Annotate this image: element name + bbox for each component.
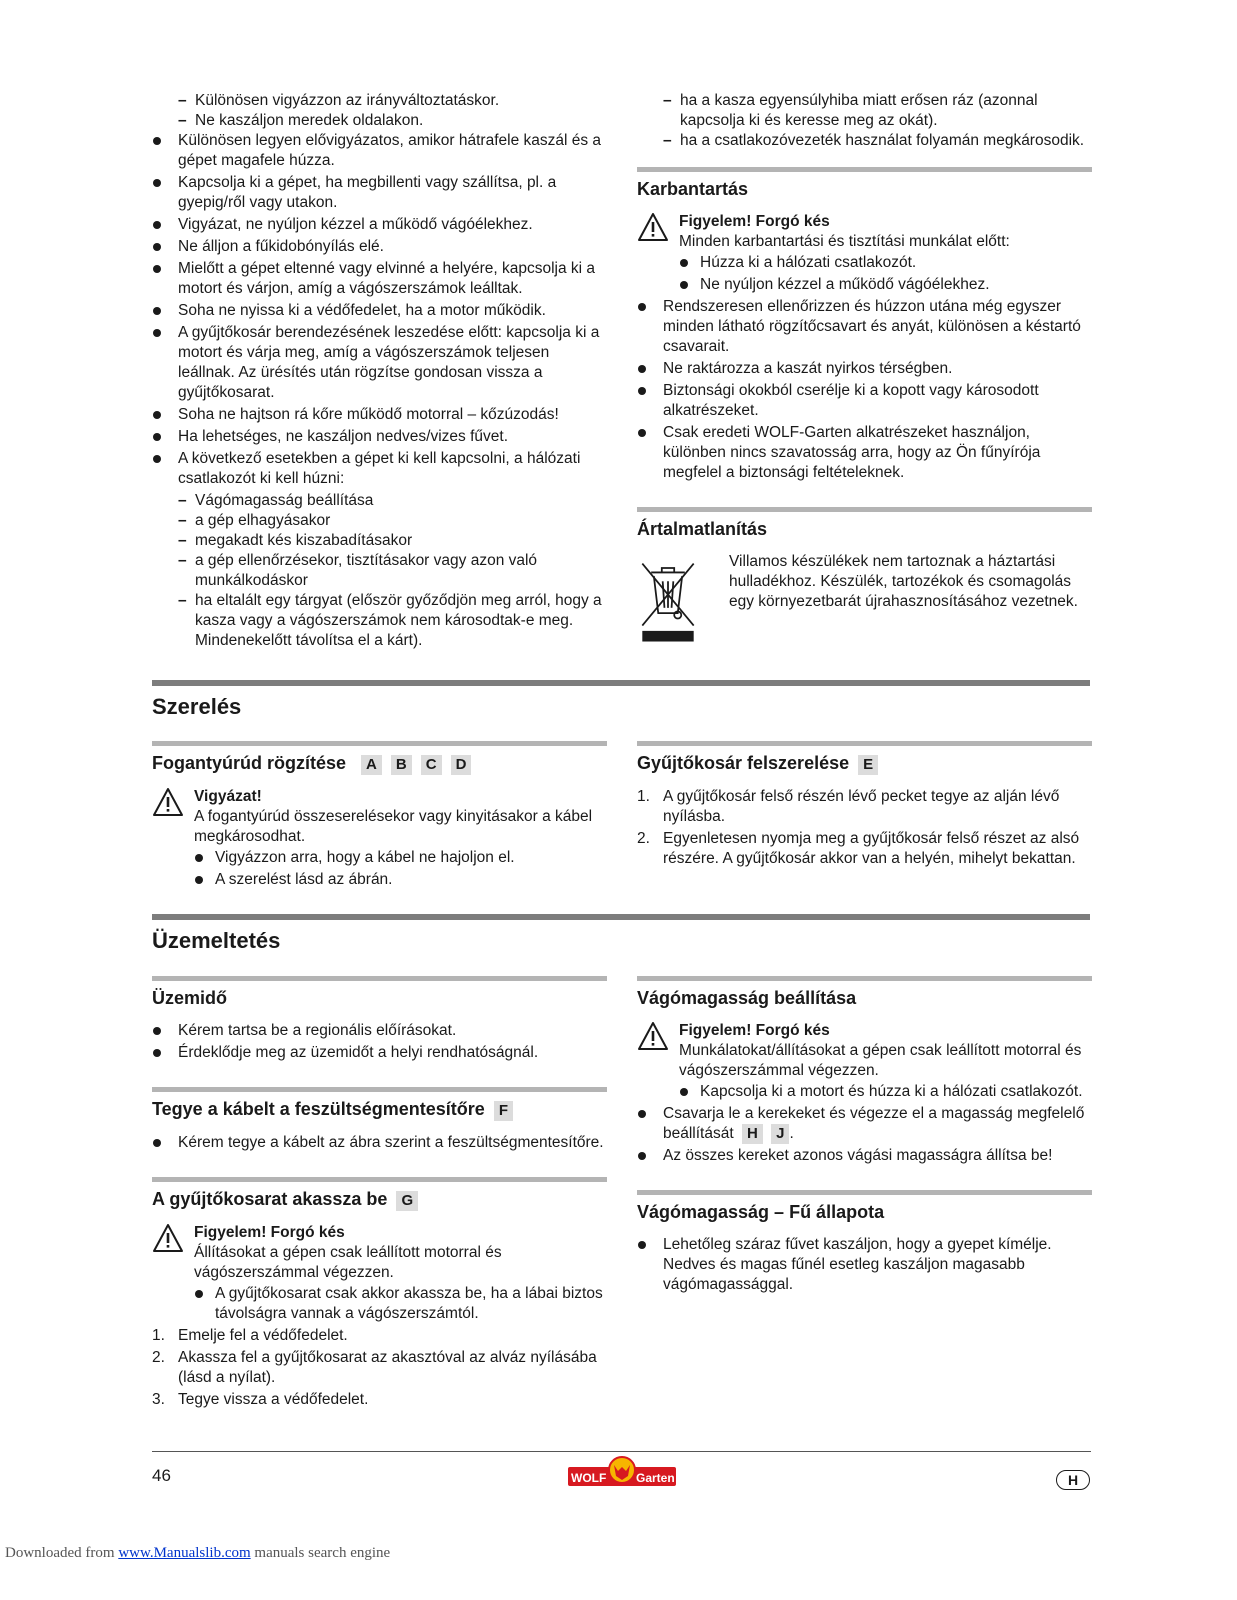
list-item: Biztonsági okokból cserélje ki a kopott vagy károsodott alkatrészeket. [637,381,1092,421]
uzemeltetes-left-column [152,976,607,1412]
figure-tag: B [391,755,412,775]
list-item: Soha ne hajtson rá kőre működő motorral – kőzúzodás! [152,405,607,425]
uzemeltetes-right-column [637,976,1092,1297]
dash-item: – Vágómagasság beállítása [178,491,607,511]
list-item: A gyűjtőkosarat csak akkor akassza be, ha a lábai biztos távolságra vannak a vágószerszámtól. [194,1284,607,1324]
bullet-list [637,1104,1092,1166]
subsection-heading-fogantyu [152,741,607,775]
list-item: Ha lehetséges, ne kaszáljon nedves/vizes fűvet. [152,427,607,447]
numbered-list [637,787,1092,869]
warning-block [152,787,607,890]
figure-tag: C [421,755,442,775]
step-text: A gyűjtőkosár felső részén lévő pecket tegye az alján lévő nyílásba. [663,788,1060,825]
warning-bullets [194,1284,607,1324]
warning-triangle-icon [152,1223,184,1253]
footer-divider [152,1451,1091,1452]
dash-item: – a gép ellenőrzésekor, tisztításakor vagy azon való munkálkodáskor [178,551,607,591]
subsection-title: A gyűjtőkosarat akassza be [152,1189,388,1209]
section-title-uzemeltetes: Üzemeltetés [152,914,1090,954]
subsection-title: Gyűjtőkosár felszerelése [637,753,850,773]
list-item: Csak eredeti WOLF-Garten alkatrészeket használjon, különben nincs szavatosság arra, hogy az Ön fűnyírója megfelel a biztonsági feltételeknek. [637,423,1092,483]
list-item: Ne nyúljon kézzel a működő vágóélekhez. [679,275,1092,295]
dash-item: – a gép elhagyásakor [178,511,607,531]
dash-list [663,91,1092,151]
crossed-bin-icon [637,552,699,646]
warning-text: A fogantyúrúd összeserelésekor vagy kinyitásakor a kábel megkárosodhat. [194,808,593,845]
step-text: Egyenletesen nyomja meg a gyűjtőkosár felső részet az alsó részére. A gyűjtőkosár akkor van a helyén, mihelyt bekattan. [663,830,1080,867]
subsection-heading-akassza [152,1177,607,1211]
list-item: A gyűjtőkosár berendezésének leszedése előtt: kapcsolja ki a motort és várja meg, amíg a vágószerszámok teljesen leállnak. Az ürésítés után rögzítse gondosan vissza a gyűjtőkosarat. [152,323,607,403]
list-item: Ne raktározza a kaszát nyirkos térségben. [637,359,1092,379]
bullet-list [152,1021,607,1063]
szereles-left-column [152,741,607,892]
list-item: Húzza ki a hálózati csatlakozót. [679,253,1092,273]
list-item: Kérem tartsa be a regionális előírásokat. [152,1021,607,1041]
left-top-column [152,91,607,651]
list-item: Kérem tegye a kábelt az ábra szerint a feszültségmentesítőre. [152,1133,607,1153]
section-heading-karbantartas: Karbantartás [637,167,1092,200]
warning-title: Figyelem! Forgó kés [194,1224,345,1241]
list-item: Soha ne nyissa ki a védőfedelet, ha a motor működik. [152,301,607,321]
download-suffix: manuals search engine [250,1545,391,1561]
manualslib-link[interactable]: www.Manualslib.com [118,1545,251,1561]
warning-triangle-icon [637,1021,669,1051]
step-number: 1. [637,788,650,805]
dash-item: – megakadt kés kiszabadításakor [178,531,607,551]
bullet-list [152,1133,607,1153]
figure-tag: G [396,1191,418,1211]
disposal-block [637,552,1092,652]
figure-tag: F [494,1101,513,1121]
list-item: Az összes kereket azonos vágási magasságra állítsa be! [637,1146,1092,1166]
warning-text: Állításokat a gépen csak leállított motorral és vágószerszámmal végezzen. [194,1244,502,1281]
list-item: Vigyázzon arra, hogy a kábel ne hajoljon el. [194,848,607,868]
warning-title: Figyelem! Forgó kés [679,1022,830,1039]
warning-triangle-icon [637,212,669,242]
figure-tag: A [361,755,382,775]
list-item: Rendszeresen ellenőrizzen és húzzon utána még egyszer minden látható rögzítőcsavart és anyát, különösen a késtartó csavarait. [637,297,1092,357]
figure-tag: H [742,1124,763,1144]
subsection-title: Fogantyúrúd rögzítése [152,753,347,773]
warning-bullets [194,848,607,890]
list-item: Lehetőleg száraz fűvet kaszáljon, hogy a gyepet kímélje. Nedves és magas fűnél esetleg kaszáljon magasabb vágómagassággal. [637,1235,1092,1295]
step-number: 2. [152,1349,165,1366]
logo-text-right: Garten [636,1471,675,1485]
dash-item: – Különösen vigyázzon az irányváltoztatáskor. [178,91,607,111]
figure-tag: E [858,755,878,775]
bullet-list [152,131,607,489]
list-item [152,1348,607,1388]
list-item: Kapcsolja ki a gépet, ha megbillenti vagy szállítsa, pl. a gyepig/ről vagy utakon. [152,173,607,213]
step-number: 1. [152,1327,165,1344]
step-text: Akassza fel a gyűjtőkosarat az akasztóval az alváz nyílásába (lásd a nyílat). [178,1349,597,1386]
subsection-heading-fu: Vágómagasság – Fű állapota [637,1190,1092,1223]
step-text: Emelje fel a védőfedelet. [178,1327,348,1344]
page-number: 46 [152,1466,171,1485]
subsection-heading-uzemido: Üzemidő [152,976,607,1009]
figure-tag: J [771,1124,789,1144]
list-item [637,787,1092,827]
subsection-heading-gyujtokosar [637,741,1092,775]
warning-text: Munkálatokat/állításokat a gépen csak leállított motorral és vágószerszámmal végezzen. [679,1042,1082,1079]
warning-block [637,212,1092,295]
numbered-list [152,1326,607,1410]
warning-block [637,1021,1092,1102]
wolf-garten-logo [568,1456,676,1490]
dash-item: – ha a kasza egyensúlyhiba miatt erősen ráz (azonnal kapcsolja ki és keresse meg az okát). [663,91,1092,131]
warning-bullets [679,253,1092,295]
bullet-list [637,297,1092,483]
warning-triangle-icon [152,787,184,817]
dash-item: – ha eltalált egy tárgyat (először győződjön meg arról, hogy a kasza vagy a vágószerszámok nem károsodtak-e meg. Mindenekelőtt távolítsa el a kárt). [178,591,607,651]
warning-bullets [679,1082,1092,1102]
list-item [637,1104,1092,1144]
dash-item: – ha a csatlakozóvezeték használat folyamán megkárosodik. [663,131,1092,151]
list-item: Kapcsolja ki a motort és húzza ki a hálózati csatlakozót. [679,1082,1092,1102]
list-item-text: . [789,1125,794,1142]
right-top-column [637,91,1092,652]
step-text: Tegye vissza a védőfedelet. [178,1391,369,1408]
warning-text: Minden karbantartási és tisztítási munkálat előtt: [679,233,1010,250]
download-footer [5,1543,390,1563]
bullet-list [637,1235,1092,1295]
subsection-heading-kabel [152,1087,607,1121]
warning-title: Figyelem! Forgó kés [679,213,830,230]
list-item: Különösen legyen elővigyázatos, amikor hátrafele kaszál és a gépet magafele húzza. [152,131,607,171]
step-number: 3. [152,1391,165,1408]
list-item [637,829,1092,869]
warning-title: Vigyázat! [194,788,262,805]
list-item-text: Csavarja le a kerekeket és végezze el a magasság megfelelő beállítását [663,1105,1085,1142]
list-item [152,1390,607,1410]
section-title-szereles: Szerelés [152,680,1090,720]
download-prefix: Downloaded from [5,1545,119,1561]
list-item: Mielőtt a gépet eltenné vagy elvinné a helyére, kapcsolja ki a motort és várjon, amíg a vágószerszámok leálltak. [152,259,607,299]
subsection-title: Tegye a kábelt a feszültségmentesítőre [152,1099,485,1119]
list-item: Érdeklődje meg az üzemidőt a helyi rendhatóságnál. [152,1043,607,1063]
subsection-heading-vagomagassag: Vágómagasság beállítása [637,976,1092,1009]
list-item: Ne álljon a fűkidobónyílás elé. [152,237,607,257]
disposal-text: Villamos készülékek nem tartoznak a háztartási hulladékhoz. Készülék, tartozékok és csomagolás egy környezetbarát újrahasznosításához vezetnek. [729,553,1078,610]
list-item: A következő esetekben a gépet ki kell kapcsolni, a hálózati csatlakozót ki kell húzni: [152,449,607,489]
dash-list [178,91,607,131]
dash-item: – Ne kaszáljon meredek oldalakon. [178,111,607,131]
szereles-right-column [637,741,1092,871]
section-heading-artalmatlanitas: Ártalmatlanítás [637,507,1092,540]
step-number: 2. [637,830,650,847]
figure-tag: D [451,755,472,775]
dash-list [178,491,607,651]
list-item: A szerelést lásd az ábrán. [194,870,607,890]
logo-text-left: WOLF [571,1471,607,1485]
list-item [152,1326,607,1346]
list-item: Vigyázat, ne nyúljon kézzel a működő vágóélekhez. [152,215,607,235]
country-code-badge: H [1056,1470,1090,1490]
warning-block [152,1223,607,1324]
